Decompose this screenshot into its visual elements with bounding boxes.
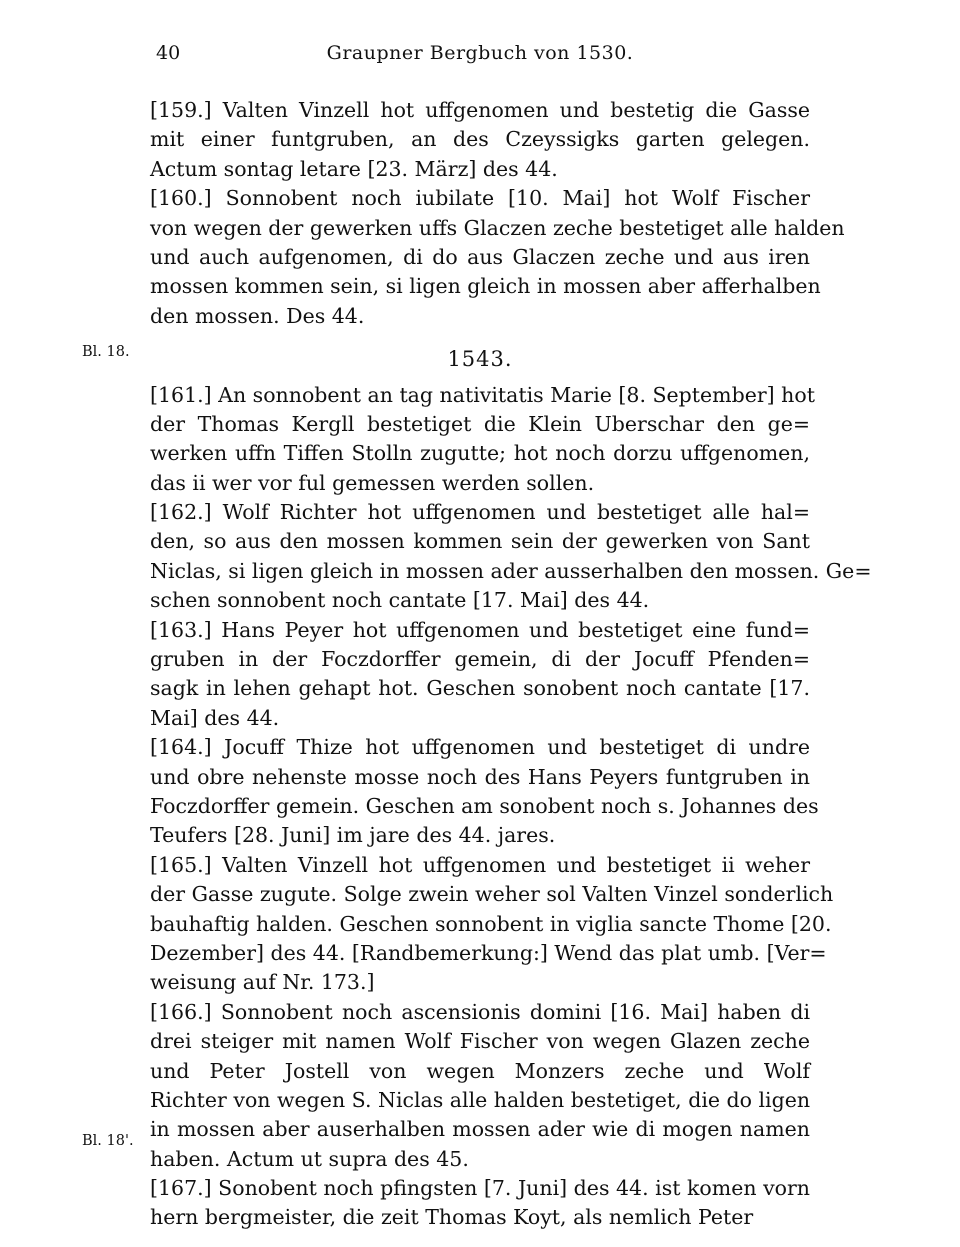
margin-note-bl18v: Bl. 18'.: [82, 1133, 134, 1149]
text-line: gruben in der Foczdorffer gemein, di der Jocuff Pfenden=: [150, 647, 810, 672]
text-body: [150, 96, 872, 1233]
entries-1543: [150, 381, 872, 1233]
text-line: von wegen der gewerken uffs Glaczen zeche bestetiget alle halden: [150, 215, 845, 240]
text-line: haben. Actum ut supra des 45.: [150, 1146, 469, 1171]
margin-note-bl18: Bl. 18.: [82, 344, 130, 360]
text-line: [162.] Wolf Richter hot uffgenomen und bestetiget alle hal=: [150, 500, 810, 525]
text-line: und auch aufgenomen, di do aus Glaczen zeche und aus iren: [150, 244, 810, 269]
text-line: Richter von wegen S. Niclas alle halden bestetiget, die do ligen: [150, 1087, 811, 1112]
text-line: [164.] Jocuff Thize hot uffgenomen und bestetiget di undre: [150, 735, 810, 760]
text-line: weisung auf Nr. 173.]: [150, 970, 375, 995]
text-line: Dezember] des 44. [Randbemerkung:] Wend das plat umb. [Ver=: [150, 940, 827, 965]
text-line: schen sonnobent noch cantate [17. Mai] des 44.: [150, 588, 650, 613]
entries-1542: [150, 96, 845, 331]
running-title: Graupner Bergbuch von 1530.: [326, 42, 634, 64]
text-line: Mai] des 44.: [150, 705, 280, 730]
text-line: den, so aus den mossen kommen sein der gewerken von Sant: [150, 529, 810, 554]
page-number: 40: [156, 42, 181, 64]
text-line: und obre nehenste mosse noch des Hans Peyers funtgruben in: [150, 764, 810, 789]
text-line: der Gasse zugute. Solge zwein weher sol Valten Vinzel sonderlich: [150, 882, 834, 907]
text-line: [160.] Sonnobent noch iubilate [10. Mai] hot Wolf Fischer: [150, 186, 810, 211]
year-heading: 1543.: [447, 347, 513, 372]
text-line: [165.] Valten Vinzell hot uffgenomen und bestetiget ii weher: [150, 852, 810, 877]
text-line: Foczdorffer gemein. Geschen am sonobent noch s. Johannes des: [150, 793, 819, 818]
text-line: [167.] Sonobent noch pfingsten [7. Juni] des 44. ist komen vorn: [150, 1176, 810, 1201]
text-line: mit einer funtgruben, an des Czeyssigks garten gelegen.: [150, 127, 810, 152]
text-line: den mossen. Des 44.: [150, 303, 365, 328]
page-header: [150, 42, 810, 76]
text-line: Niclas, si ligen gleich in mossen ader ausserhalben den mossen. Ge=: [150, 558, 872, 583]
text-line: drei steiger mit namen Wolf Fischer von wegen Glazen zeche: [150, 1029, 810, 1054]
text-line: bauhaftig halden. Geschen sonnobent in viglia sancte Thome [20.: [150, 911, 832, 936]
text-line: der Thomas Kergll bestetiget die Klein Uberschar den ge=: [150, 411, 810, 436]
text-line: das ii wer vor ful gemessen werden sollen.: [150, 470, 595, 495]
text-line: werken uffn Tiffen Stolln zugutte; hot noch dorzu uffgenomen,: [150, 441, 810, 466]
text-line: und Peter Jostell von wegen Monzers zeche und Wolf: [150, 1058, 810, 1083]
text-line: sagk in lehen gehapt hot. Geschen sonobent noch cantate [17.: [150, 676, 810, 701]
text-line: hern bergmeister, die zeit Thomas Koyt, als nemlich Peter: [150, 1205, 754, 1230]
text-line: [161.] An sonnobent an tag nativitatis Marie [8. September] hot: [150, 382, 815, 407]
text-line: [163.] Hans Peyer hot uffgenomen und bestetiget eine fund=: [150, 617, 810, 642]
text-line: [166.] Sonnobent noch ascensionis domini [16. Mai] haben di: [150, 999, 810, 1024]
text-line: mossen kommen sein, si ligen gleich in mossen aber afferhalben: [150, 274, 821, 299]
text-line: Actum sontag letare [23. März] des 44.: [150, 156, 558, 181]
text-line: [159.] Valten Vinzell hot uffgenomen und bestetig die Gasse: [150, 98, 810, 122]
text-line: in mossen aber auserhalben mossen ader wie di mogen namen: [150, 1117, 810, 1142]
text-line: Teufers [28. Juni] im jare des 44. jares.: [150, 823, 556, 848]
